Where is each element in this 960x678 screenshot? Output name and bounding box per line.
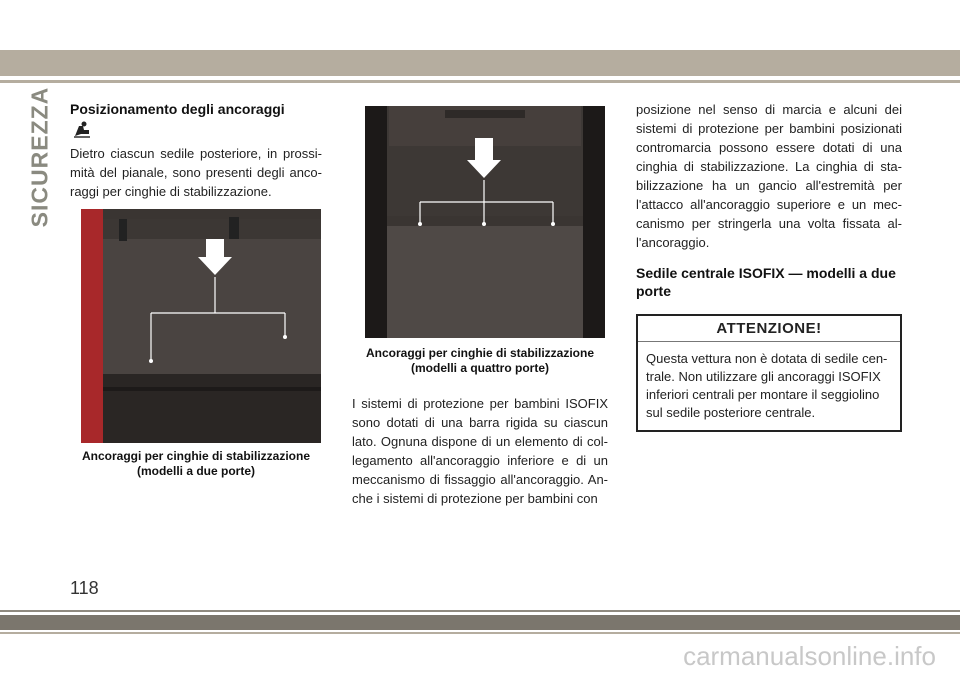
child-seat-icon <box>72 120 322 140</box>
footer-band <box>0 615 960 630</box>
footer-rule-lower <box>0 632 960 634</box>
caption-line: (modelli a quattro porte) <box>411 361 549 375</box>
warning-title: ATTENZIONE! <box>638 316 900 342</box>
paragraph-anchor-location: Dietro ciascun sedile posteriore, in prossi-mità del pianale, sono presenti degli anco-raggi per cinghie di stabilizzazione. <box>70 146 322 199</box>
caption-line: (modelli a due porte) <box>136 464 255 478</box>
caption-line: Ancoraggi per cinghie di stabilizzazione <box>365 346 595 360</box>
photo-four-door-anchors <box>365 106 605 338</box>
warning-text: Questa vettura non è dotata di sedile cen-trale. Non utilizzare gli ancoraggi ISOFIX inferiori centrali per montare il seggiolino sul sedile posteriore centrale. <box>646 351 888 420</box>
figure-caption-four-door <box>352 346 608 376</box>
section-heading-anchors: Posizionamento degli ancoraggi <box>70 101 285 117</box>
paragraph-isofix-description: I sistemi di protezione per bambini ISOFIX sono dotati di una barra rigida su ciascun lato. Ognuna dispone di un elemento di col-legamento all'ancoraggio inferiore e di un meccanismo di fissaggio all'ancoraggio. An-che i sistemi di protezione per bambini con <box>352 396 608 506</box>
column-right <box>636 100 902 432</box>
watermark: carmanualsonline.info <box>683 641 936 671</box>
footer-rule <box>0 610 960 612</box>
page-number: 118 <box>70 578 99 598</box>
column-left <box>70 100 322 479</box>
photo-two-door-anchors <box>81 209 321 443</box>
caption-line: Ancoraggi per cinghie di stabilizzazione <box>81 449 311 463</box>
paragraph-tether-strap: posizione nel senso di marcia e alcuni dei sistemi di protezione per bambini posizionati contromarcia possono essere dotati di una cinghia di stabilizzazione. La cinghia di sta-bilizzazione ha un gancio all'estremità per l'attacco all'ancoraggio superiore e un mec-canismo per stringerla una volta fissata al-l'ancoraggio. <box>636 102 902 250</box>
warning-box <box>636 314 902 432</box>
header-rule <box>0 80 960 83</box>
section-tab <box>20 86 60 228</box>
figure-caption-two-door <box>70 449 322 479</box>
column-middle <box>352 100 608 508</box>
section-tab-label: SICUREZZA <box>26 86 53 228</box>
section-heading-isofix-center: Sedile centrale ISOFIX — modelli a due porte <box>636 265 896 299</box>
header-band <box>0 50 960 76</box>
